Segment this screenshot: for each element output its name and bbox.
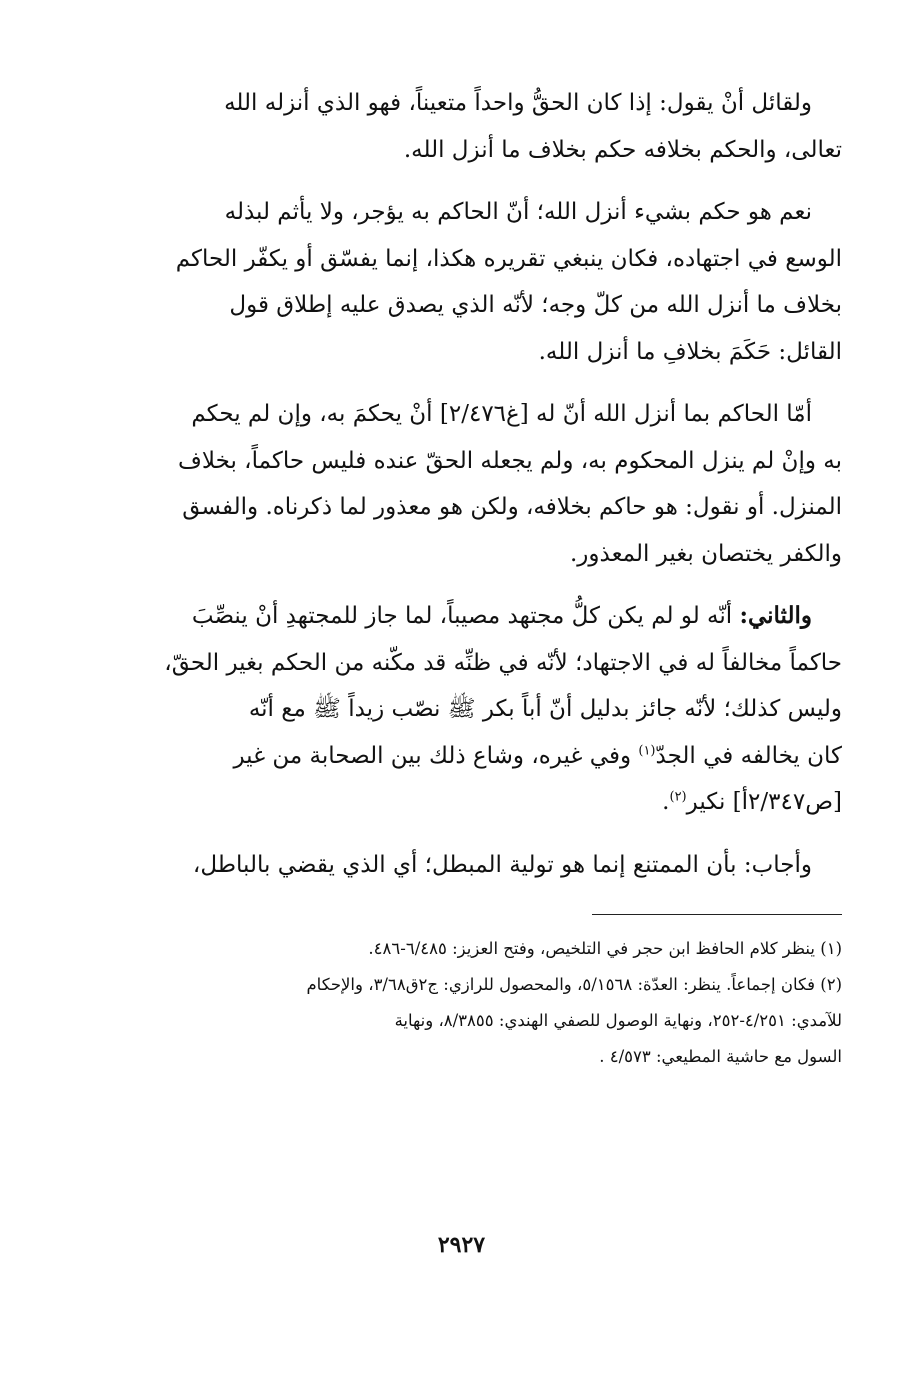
main-text	[132, 80, 842, 888]
text-line: نعم هو حكم بشيء أنزل الله؛ أنّ الحاكم به يؤجر، ولا يأثم لبذله	[224, 199, 812, 225]
paragraph-answer	[132, 842, 842, 889]
paragraph-second-argument	[132, 593, 842, 826]
text-line: وليس كذلك؛ لأنّه جائز بدليل أنّ أباً بكر ﷺ نصّب زيداً ﷺ مع أنّه	[248, 696, 842, 722]
text-line	[132, 779, 842, 826]
footnote-marker-1[interactable]: (١)	[638, 742, 656, 758]
footnote-divider	[592, 914, 842, 915]
footnote-line: (٢) فكان إجماعاً. ينظر: العدّة: ٥/١٥٦٨، والمحصول للرازي: ج٢ق٣/٦٨، والإحكام	[306, 975, 842, 994]
page-number: ٢٩٢٧	[437, 1232, 486, 1258]
text-line: حاكماً مخالفاً له في الاجتهاد؛ لأنّه في ظنِّه قد مكّنه من الحكم بغير الحقّ،	[164, 649, 842, 676]
bold-lead: والثاني:	[739, 602, 812, 629]
text-line: بخلاف ما أنزل الله من كلّ وجه؛ لأنّه الذي يصدق عليه إطلاق قول	[229, 292, 842, 318]
footnote-line: (١) ينظر كلام الحافظ ابن حجر في التلخيص، وفتح العزيز: ٦/٤٨٥-٤٨٦.	[368, 939, 842, 958]
footnote-line: للآمدي: ٤/٢٥١-٢٥٢، ونهاية الوصول للصفي الهندي: ٨/٣٨٥٥، ونهاية	[394, 1011, 842, 1030]
text-segment: أنّه لو لم يكن كلُّ مجتهد مصيباً، لما جاز للمجتهدِ أنْ ينصِّبَ	[191, 603, 740, 629]
text-line: المنزل. أو نقول: هو حاكم بخلافه، ولكن هو معذور لما ذكرناه. والفسق	[182, 494, 842, 520]
footnote-marker-2[interactable]: (٢)	[669, 789, 687, 805]
text-segment: [ص٢/٣٤٧أ] نكير	[686, 789, 842, 815]
text-line	[132, 733, 842, 780]
page-content	[132, 80, 842, 1075]
footnote-2	[132, 967, 842, 1075]
text-line	[132, 593, 842, 640]
text-line: القائل: حَكَمَ بخلافِ ما أنزل الله.	[538, 338, 842, 365]
text-segment: كان يخالفه في الجدّ	[655, 742, 842, 769]
text-line: الوسع في اجتهاده، فكان ينبغي تقريره هكذا، إنما يفسّق أو يكفّر الحاكم	[175, 245, 842, 272]
paragraph-1	[132, 80, 842, 173]
footnote-line: السول مع حاشية المطيعي: ٤/٥٧٣ .	[599, 1047, 842, 1066]
footnote-1	[132, 931, 842, 967]
text-segment: وفي غيره، وشاع ذلك بين الصحابة من غير	[233, 742, 639, 769]
paragraph-2	[132, 189, 842, 375]
text-line: ولقائل أنْ يقول: إذا كان الحقُّ واحداً متعيناً، فهو الذي أنزله الله	[224, 90, 812, 116]
text-segment: .	[662, 789, 670, 815]
text-line: أمّا الحاكم بما أنزل الله أنّ له [غ٢/٤٧٦] أنْ يحكمَ به، وإن لم يحكم	[191, 401, 812, 427]
text-line: تعالى، والحكم بخلافه حكم بخلاف ما أنزل الله.	[403, 136, 842, 163]
text-line: والكفر يختصان بغير المعذور.	[569, 540, 842, 567]
paragraph-3	[132, 391, 842, 577]
text-line: به وإنْ لم ينزل المحكوم به، ولم يجعله الحقّ عنده فليس حاكماً، بخلاف	[178, 447, 842, 474]
footnotes	[132, 931, 842, 1075]
text-line: وأجاب: بأن الممتنع إنما هو تولية المبطل؛ أي الذي يقضي بالباطل،	[192, 851, 812, 878]
